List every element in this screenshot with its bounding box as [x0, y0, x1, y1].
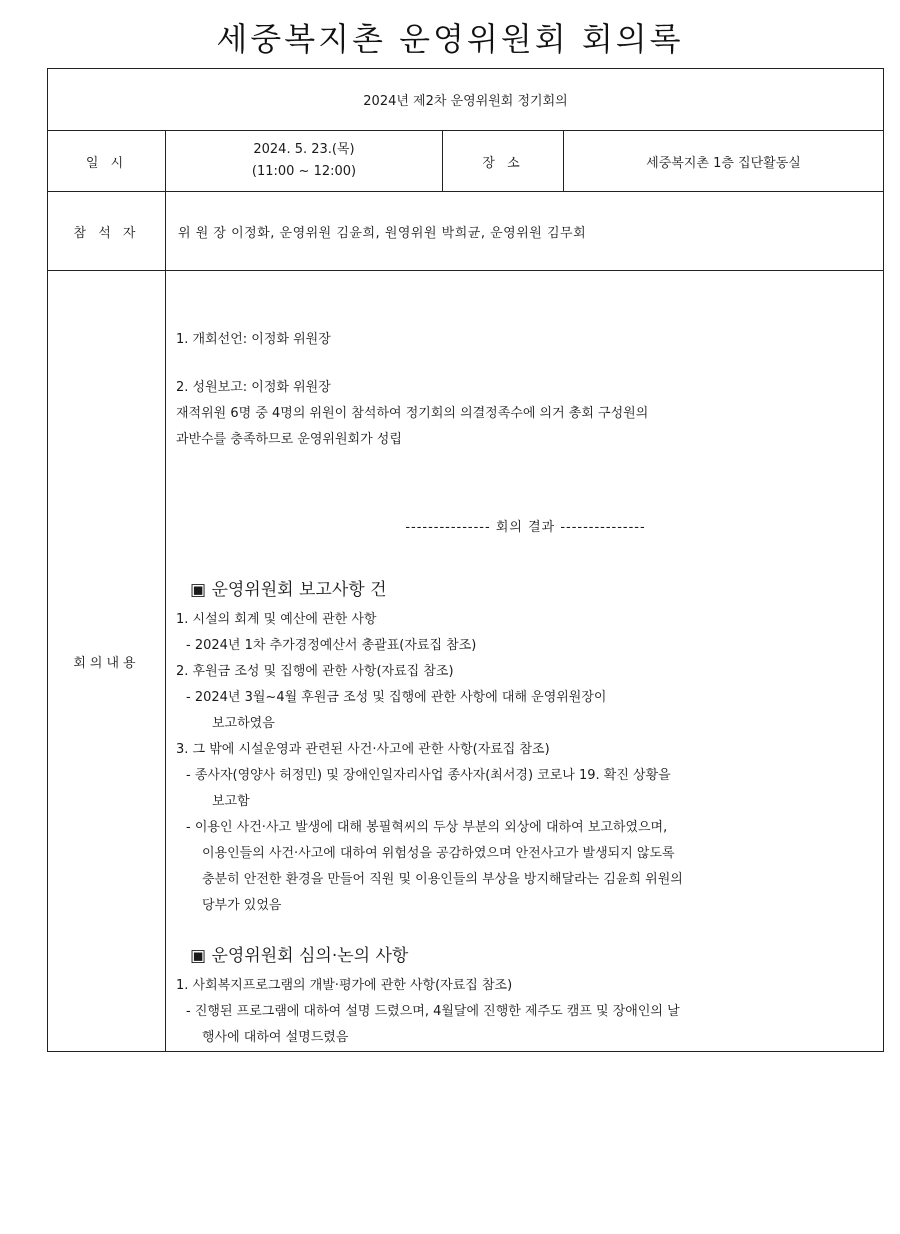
attendees-label: 참 석 자 — [48, 192, 166, 271]
date-value — [166, 131, 443, 192]
meeting-title: 2024년 제2차 운영위원회 정기회의 — [48, 69, 884, 131]
place-value: 세중복지촌 1층 집단활동실 — [564, 131, 884, 192]
minutes-table — [47, 68, 884, 1052]
report-item-2-detail-cont: 보고하였음 — [212, 716, 275, 731]
report-item-3-detail-b-cont-2: 충분히 안전한 환경을 만들어 직원 및 이용인들의 부상을 방지해달라는 김윤희 위원의 — [202, 872, 683, 887]
content-label: 회의내용 — [48, 271, 166, 1052]
report-item-3-detail-a: - 종사자(영양사 허정민) 및 장애인일자리사업 종사자(최서경) 코로나 19. 확진 상황을 — [186, 768, 671, 783]
date-line-1: 2024. 5. 23.(목) — [253, 142, 355, 157]
section-deliberation-title: ▣ 운영위원회 심의·논의 사항 — [190, 946, 409, 966]
deliberation-item-1-detail-cont: 행사에 대하여 설명드렸음 — [202, 1030, 349, 1045]
deliberation-item-1: 1. 사회복지프로그램의 개발·평가에 관한 사항(자료집 참조) — [176, 978, 513, 993]
meeting-content — [166, 271, 884, 1052]
quorum-detail-line-2: 과반수를 충족하므로 운영위원회가 성립 — [176, 432, 402, 447]
quorum-detail-line-1: 재적위원 6명 중 4명의 위원이 참석하여 정기회의 의결정족수에 의거 총회 구성원의 — [176, 406, 649, 421]
report-item-3-detail-b-cont-1: 이용인들의 사건·사고에 대하여 위험성을 공감하였으며 안전사고가 발생되지 않도록 — [202, 846, 675, 861]
report-item-2-detail: - 2024년 3월~4월 후원금 조성 및 집행에 관한 사항에 대해 운영위원장이 — [186, 690, 607, 705]
deliberation-item-1-detail: - 진행된 프로그램에 대하여 설명 드렸으며, 4월달에 진행한 제주도 캠프 및 장애인의 날 — [186, 1004, 680, 1019]
attendees-value: 위 원 장 이정화, 운영위원 김윤희, 원영위원 박희균, 운영위원 김무회 — [166, 192, 884, 271]
date-label: 일 시 — [48, 131, 166, 192]
report-item-3: 3. 그 밖에 시설운영과 관련된 사건·사고에 관한 사항(자료집 참조) — [176, 742, 550, 757]
report-item-1-detail: - 2024년 1차 추가경정예산서 총괄표(자료집 참조) — [186, 638, 477, 653]
place-label: 장 소 — [443, 131, 564, 192]
report-item-3-detail-b: - 이용인 사건·사고 발생에 대해 봉필혁씨의 두상 부분의 외상에 대하여 보고하였으며, — [186, 820, 668, 835]
report-item-3-detail-b-cont-3: 당부가 있었음 — [202, 898, 282, 913]
agenda-item-opening: 1. 개회선언: 이정화 위원장 — [176, 332, 331, 347]
document-title: 세중복지촌 운영위원회 회의록 — [216, 20, 684, 58]
results-divider: --------------- 회의 결과 --------------- — [405, 520, 646, 535]
report-item-1: 1. 시설의 회계 및 예산에 관한 사항 — [176, 612, 377, 627]
report-item-2: 2. 후원금 조성 및 집행에 관한 사항(자료집 참조) — [176, 664, 454, 679]
section-report-title: ▣ 운영위원회 보고사항 건 — [190, 580, 387, 600]
report-item-3-detail-a-cont: 보고함 — [212, 794, 250, 809]
date-line-2: (11:00 ~ 12:00) — [251, 164, 357, 179]
agenda-item-quorum: 2. 성원보고: 이정화 위원장 — [176, 380, 331, 395]
